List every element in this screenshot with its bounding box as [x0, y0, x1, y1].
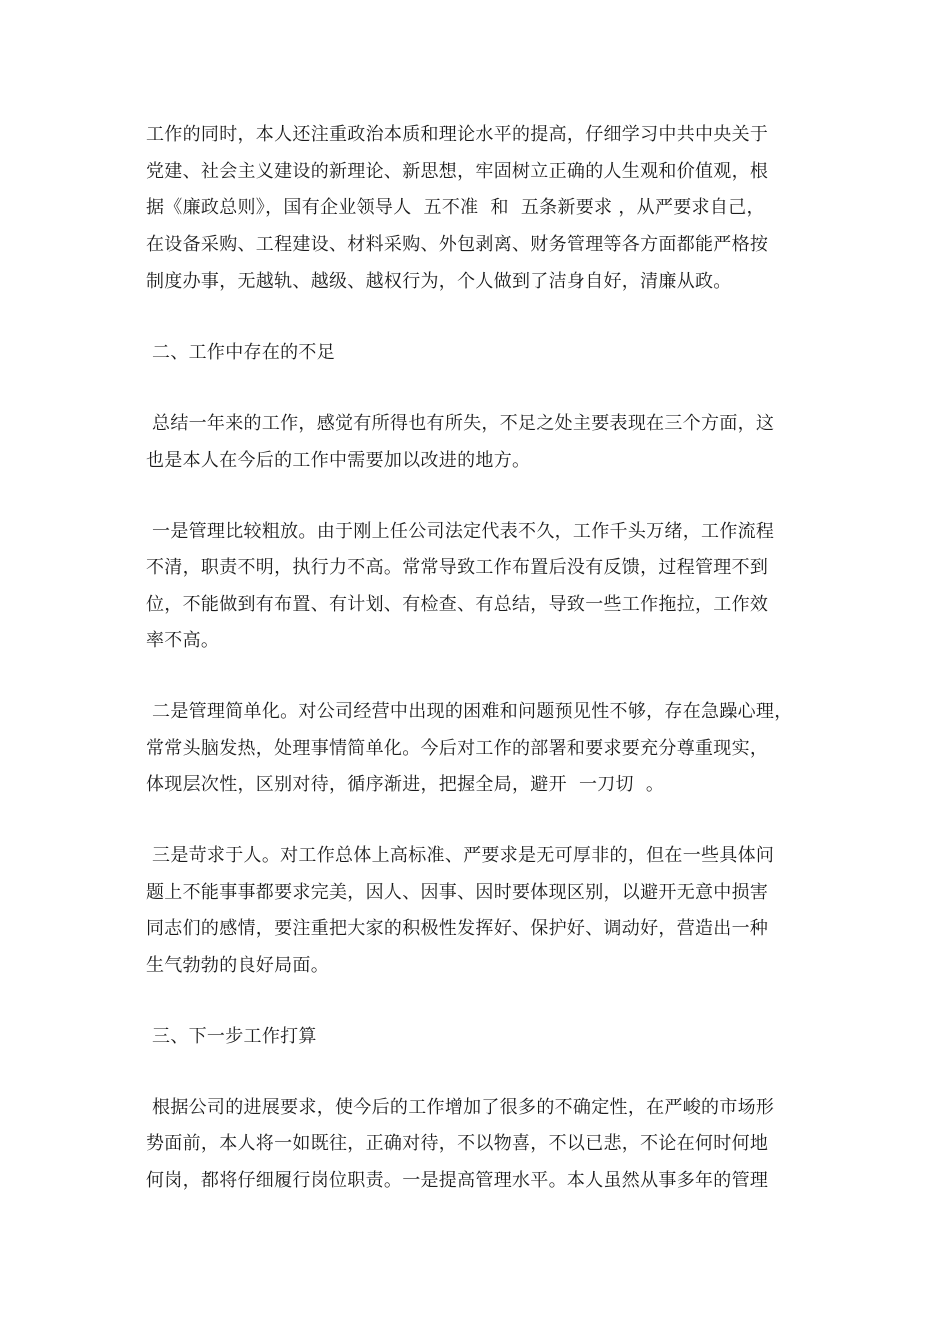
- paragraph-line: 势面前，本人将一如既往，正确对待，不以物喜，不以已悲，不论在何时何地: [146, 1133, 769, 1154]
- paragraph-line: 题上不能事事都要求完美，因人、因事、因时要体现区别，以避开无意中损害: [146, 882, 769, 903]
- paragraph-line: 同志们的感情，要注重把大家的积极性发挥好、保护好、调动好，营造出一种: [146, 918, 769, 939]
- paragraph-line: 率不高。: [146, 630, 220, 651]
- paragraph-line: 根据公司的进展要求，使今后的工作增加了很多的不确定性，在严峻的市场形: [146, 1097, 775, 1118]
- paragraph-line: 制度办事，无越轨、越级、越权行为，个人做到了洁身自好，清廉从政。: [146, 271, 732, 292]
- paragraph-line: 党建、社会主义建设的新理论、新思想，牢固树立正确的人生观和价值观，根: [146, 161, 769, 182]
- paragraph-line: 位，不能做到有布置、有计划、有检查、有总结，导致一些工作拖拉，工作效: [146, 594, 769, 615]
- paragraph-line: 三是苛求于人。对工作总体上高标准、严要求是无可厚非的，但在一些具体问: [146, 845, 775, 866]
- paragraph-line: 也是本人在今后的工作中需要加以改进的地方。: [146, 450, 531, 471]
- paragraph-line: 不清，职责不明，执行力不高。常常导致工作布置后没有反馈，过程管理不到: [146, 557, 769, 578]
- paragraph-line: 总结一年来的工作，感觉有所得也有所失，不足之处主要表现在三个方面，这: [146, 413, 775, 434]
- paragraph-line: 生气勃勃的良好局面。: [146, 955, 329, 976]
- paragraph-line: 常常头脑发热，处理事情简单化。今后对工作的部署和要求要充分尊重现实，: [146, 738, 769, 759]
- section-heading: 三、下一步工作打算: [146, 1026, 317, 1047]
- paragraph-line: 二是管理简单化。对公司经营中出现的困难和问题预见性不够，存在急躁心理，: [146, 701, 793, 722]
- paragraph-line: 何岗，都将仔细履行岗位职责。一是提高管理水平。本人虽然从事多年的管理: [146, 1170, 769, 1191]
- paragraph-line: 工作的同时，本人还注重政治本质和理论水平的提高，仔细学习中共中央关于: [146, 124, 769, 145]
- paragraph-line: 体现层次性，区别对待，循序渐进，把握全局，避开 一刀切 。: [146, 774, 665, 795]
- section-heading: 二、工作中存在的不足: [146, 342, 336, 363]
- paragraph-line: 在设备采购、工程建设、材料采购、外包剥离、财务管理等各方面都能严格按: [146, 234, 769, 255]
- paragraph-line: 据《廉政总则》，国有企业领导人 五不准 和 五条新要求 ，从严要求自己，: [146, 197, 765, 218]
- paragraph-line: 一是管理比较粗放。由于刚上任公司法定代表不久，工作千头万绪，工作流程: [146, 521, 775, 542]
